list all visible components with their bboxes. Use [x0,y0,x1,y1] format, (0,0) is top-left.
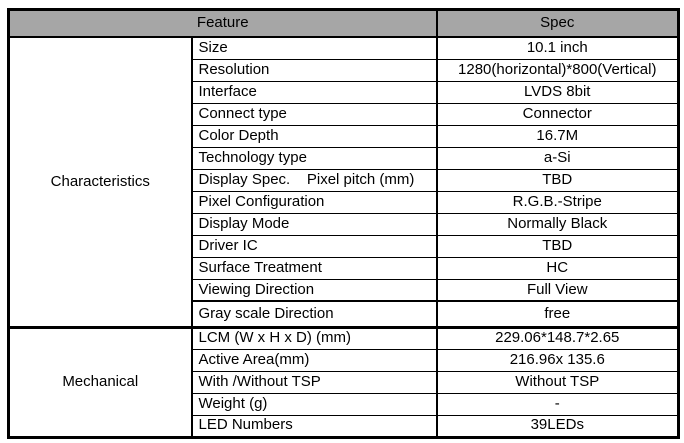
spec-cell: free [437,301,679,327]
spec-cell: Normally Black [437,213,679,235]
feature-cell: Display Mode [192,213,437,235]
feature-cell: Display Spec. Pixel pitch (mm) [192,169,437,191]
header-row [9,10,679,38]
spec-cell: 1280(horizontal)*800(Vertical) [437,59,679,81]
spec-cell: 39LEDs [437,415,679,437]
feature-cell: Size [192,37,437,59]
feature-cell: LCM (W x H x D) (mm) [192,327,437,349]
spec-cell: a-Si [437,147,679,169]
spec-cell: 16.7M [437,125,679,147]
spec-cell: Full View [437,279,679,301]
table-row [9,37,679,59]
feature-cell: With /Without TSP [192,371,437,393]
feature-cell: Weight (g) [192,393,437,415]
spec-cell: 216.96x 135.6 [437,349,679,371]
feature-cell: Color Depth [192,125,437,147]
spec-cell: Connector [437,103,679,125]
spec-cell: R.G.B.-Stripe [437,191,679,213]
feature-cell: Driver IC [192,235,437,257]
feature-cell: Viewing Direction [192,279,437,301]
feature-cell: Resolution [192,59,437,81]
feature-cell: Surface Treatment [192,257,437,279]
spec-cell: - [437,393,679,415]
feature-cell: Gray scale Direction [192,301,437,327]
spec-table-header [9,10,679,38]
spec-cell: TBD [437,169,679,191]
feature-cell: Connect type [192,103,437,125]
spec-cell: 10.1 inch [437,37,679,59]
feature-cell: Interface [192,81,437,103]
section-label-characteristics: Characteristics [9,37,192,327]
spec-cell: 229.06*148.7*2.65 [437,327,679,349]
spec-table [7,8,680,439]
feature-cell: Technology type [192,147,437,169]
spec-cell: TBD [437,235,679,257]
section-label-mechanical: Mechanical [9,327,192,437]
spec-cell: LVDS 8bit [437,81,679,103]
spec-cell: HC [437,257,679,279]
section-characteristics [9,37,679,327]
section-mechanical [9,327,679,437]
feature-cell: Active Area(mm) [192,349,437,371]
table-row [9,327,679,349]
header-spec: Spec [437,10,679,38]
feature-cell: LED Numbers [192,415,437,437]
feature-cell: Pixel Configuration [192,191,437,213]
spec-cell: Without TSP [437,371,679,393]
header-feature: Feature [9,10,437,38]
